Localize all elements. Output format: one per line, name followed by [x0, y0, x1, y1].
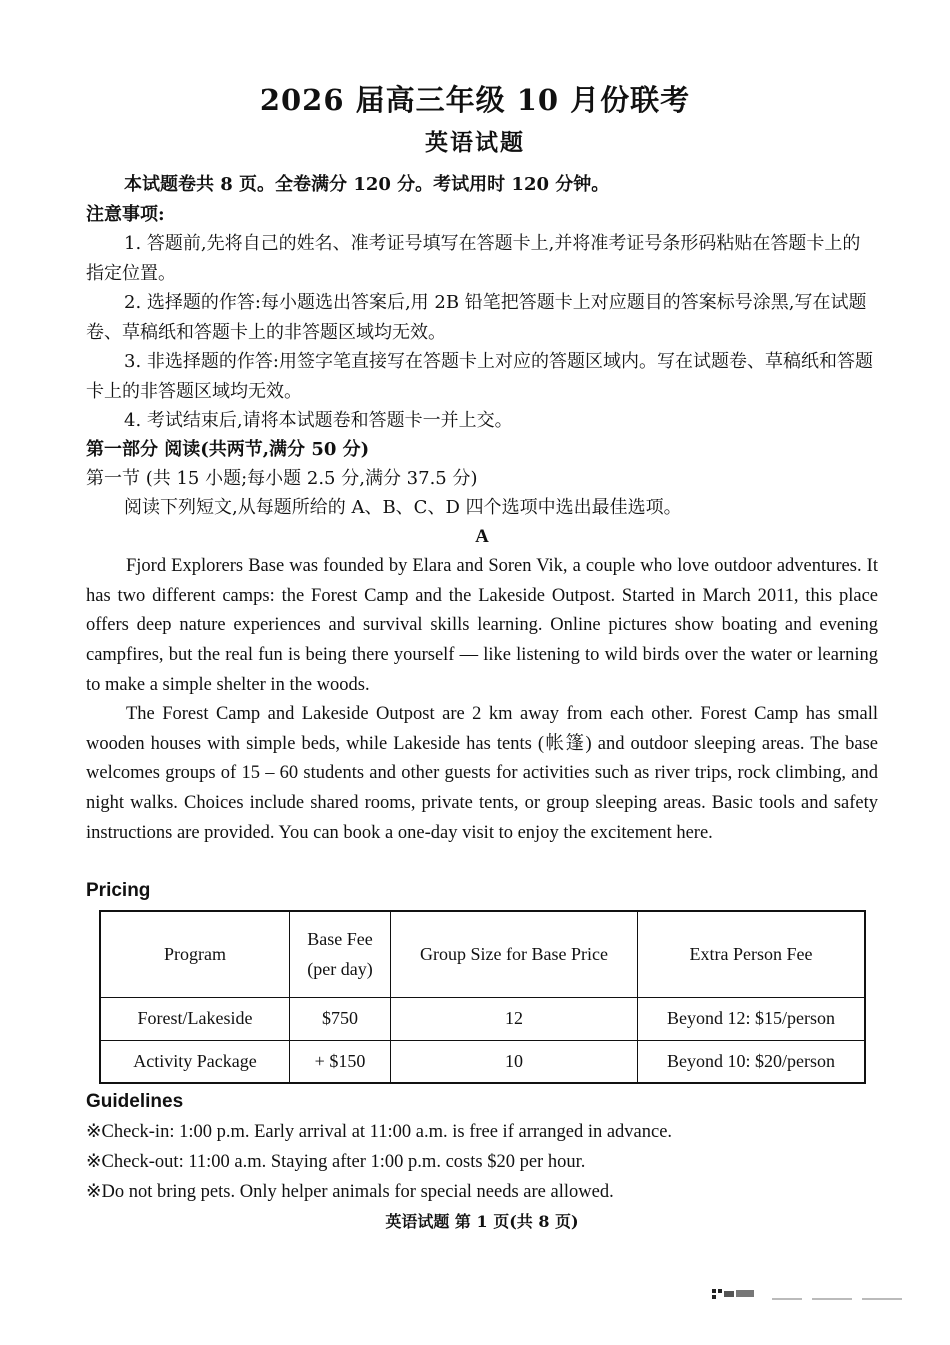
notice-item-1: 1. 答题前,先将自己的姓名、准考证号填写在答题卡上,并将准考证号条形码粘贴在答题卡上的指定位置。 — [86, 233, 861, 284]
exam-title: 2026 届高三年级 10 月份联考 — [259, 83, 691, 117]
table-row — [100, 1040, 865, 1083]
passage-paragraph-1: Fjord Explorers Base was founded by Elara and Soren Vik, a couple who love outdoor adventures. It has two different camps: the Forest Camp and the Lakeside Outpost. Started in March 2011, this place offers deep nature experiences and survival skills learning. Online pictures show boating and evening campfires, but the real fun is being there yourself — like listening to wild birds over the water or learning to make a simple shelter in the woods. — [86, 556, 878, 695]
table-cell: $750 — [290, 997, 391, 1040]
exam-subtitle: 英语试题 — [425, 129, 525, 156]
passage-letter: A — [475, 526, 489, 547]
table-cell: + $150 — [290, 1040, 391, 1083]
notice-item-3: 3. 非选择题的作答:用签字笔直接写在答题卡上对应的答题区域内。写在试题卷、草稿纸和答题卡上的非答题区域均无效。 — [86, 351, 873, 402]
notice-item-4: 4. 考试结束后,请将本试题卷和答题卡一并上交。 — [124, 410, 513, 431]
part-one-heading: 第一部分 阅读(共两节,满分 50 分) — [86, 439, 370, 460]
table-cell: 12 — [391, 997, 638, 1040]
table-header-cell: Extra Person Fee — [638, 911, 866, 997]
table-row — [100, 997, 865, 1040]
table-cell: Beyond 12: $15/person — [638, 997, 866, 1040]
table-cell: Forest/Lakeside — [100, 997, 290, 1040]
table-cell: Beyond 10: $20/person — [638, 1040, 866, 1083]
passage-paragraph-2: The Forest Camp and Lakeside Outpost are 2 km away from each other. Forest Camp has small wooden houses with simple beds, while Lakeside has tents (帐篷) and outdoor sleeping areas. The base welcomes groups of 15 – 60 students and other guests for activities such as river trips, rock climbing, and night walks. Choices include shared rooms, private tents, or group sleeping areas. Basic tools and safety instructions are provided. You can book a one-day visit to enjoy the excitement here. — [86, 704, 878, 843]
table-header-cell: Program — [100, 911, 290, 997]
reading-instruction: 阅读下列短文,从每题所给的 A、B、C、D 四个选项中选出最佳选项。 — [124, 497, 682, 518]
notice-heading: 注意事项: — [86, 204, 165, 225]
pricing-heading: Pricing — [86, 880, 151, 901]
guideline-item: ※Do not bring pets. Only helper animals for special needs are allowed. — [86, 1182, 614, 1202]
page-footer: 英语试题 第 1 页(共 8 页) — [385, 1212, 579, 1231]
exam-summary: 本试题卷共 8 页。全卷满分 120 分。考试用时 120 分钟。 — [124, 174, 610, 195]
table-header-cell: Group Size for Base Price — [391, 911, 638, 997]
table-header-row — [100, 911, 865, 997]
pricing-table — [99, 910, 866, 1084]
guideline-item: ※Check-out: 11:00 a.m. Staying after 1:00 p.m. costs $20 per hour. — [86, 1152, 586, 1172]
table-header-cell: Base Fee (per day) — [290, 911, 391, 997]
watermark-mark — [712, 1287, 912, 1303]
guidelines-heading: Guidelines — [86, 1091, 184, 1112]
guideline-item: ※Check-in: 1:00 p.m. Early arrival at 11:00 a.m. is free if arranged in advance. — [86, 1122, 673, 1142]
notice-item-2: 2. 选择题的作答:每小题选出答案后,用 2B 铅笔把答题卡上对应题目的答案标号涂黑,写在试题卷、草稿纸和答题卡上的非答题区域均无效。 — [86, 292, 867, 343]
table-cell: Activity Package — [100, 1040, 290, 1083]
section-one-heading: 第一节 (共 15 小题;每小题 2.5 分,满分 37.5 分) — [86, 468, 478, 489]
table-cell: 10 — [391, 1040, 638, 1083]
